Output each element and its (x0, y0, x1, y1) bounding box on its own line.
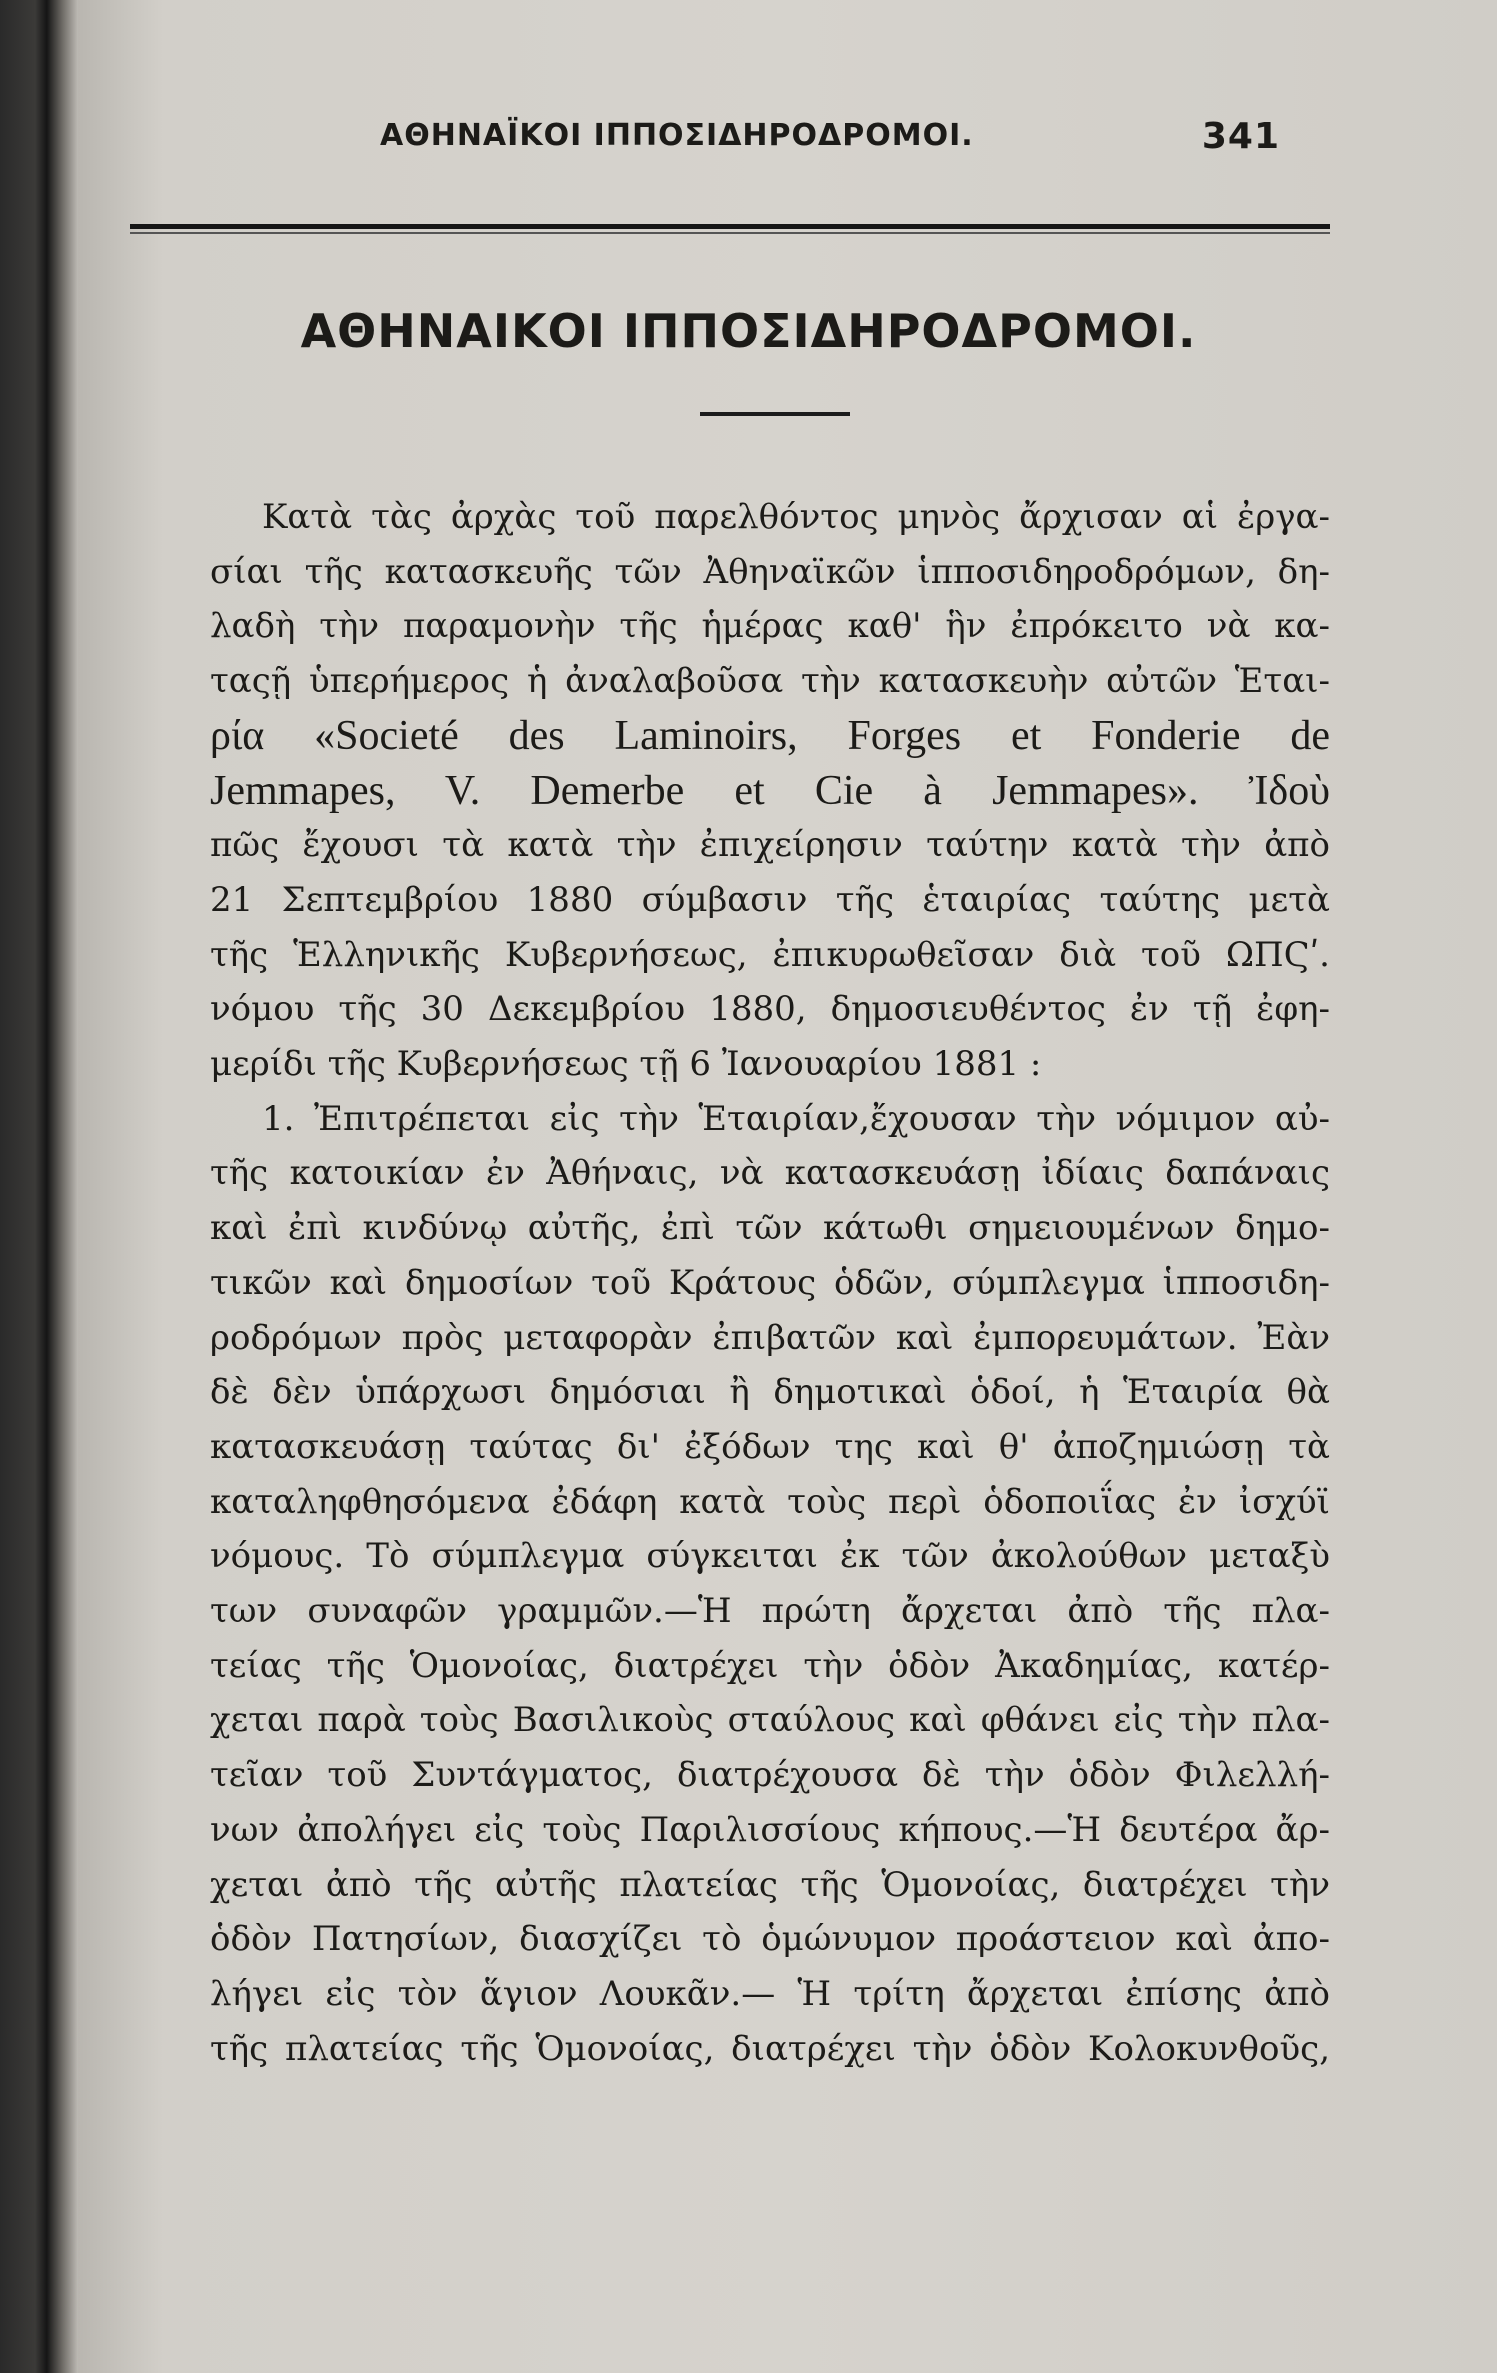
text-line: ταςῇ ὑπερήμερος ἡ ἀναλαβοῦσα τὴν κατασκευὴν αὐτῶν Ἑται- (210, 661, 1330, 702)
text-line: χεται ἀπὸ τῆς αὐτῆς πλατείας τῆς Ὁμονοίας, διατρέχει τὴν (210, 1864, 1330, 1905)
article-body (210, 490, 1330, 2076)
text-line: τῆς κατοικίαν ἐν Ἀθήναις, νὰ κατασκευάσῃ ἰδίαις δαπάναις (210, 1153, 1330, 1194)
text-line: 1. Ἐπιτρέπεται εἰς τὴν Ἑταιρίαν,ἔχουσαν τὴν νόμιμον αὐ- (262, 1098, 1330, 1139)
text-line: ρία «Societé des Laminoirs, Forges et Fonderie de (210, 712, 1330, 759)
text-line: τείας τῆς Ὁμονοίας, διατρέχει τὴν ὁδὸν Ἀκαδημίας, κατέρ- (210, 1645, 1330, 1686)
text-line: πῶς ἔχουσι τὰ κατὰ τὴν ἐπιχείρησιν ταύτην κατὰ τὴν ἀπὸ (210, 825, 1330, 866)
text-line: λαδὴ τὴν παραμονὴν τῆς ἡμέρας καθ' ἣν ἐπρόκειτο νὰ κα- (210, 606, 1330, 647)
text-line: Jemmapes, V. Demerbe et Cie à Jemmapes». Ἰδοὺ (210, 767, 1330, 814)
text-line: νων ἀπολήγει εἰς τοὺς Παριλισσίους κήπους.—Ἡ δευτέρα ἄρ- (210, 1809, 1330, 1850)
text-line: καὶ ἐπὶ κινδύνῳ αὐτῆς, ἐπὶ τῶν κάτωθι σημειουμένων δημο- (210, 1208, 1330, 1249)
header-rule-thin (130, 232, 1330, 234)
running-title: ΑΘΗΝΑΪΚΟΙ ΙΠΠΟΣΙΔΗΡΟΔΡΟΜΟΙ. (380, 118, 974, 153)
text-line: λήγει εἰς τὸν ἅγιον Λουκᾶν.— Ἡ τρίτη ἄρχεται ἐπίσης ἀπὸ (210, 1973, 1330, 2014)
text-line: καταληφθησόμενα ἐδάφη κατὰ τοὺς περὶ ὁδοποιΐας ἐν ἰσχύϊ (210, 1481, 1330, 1522)
text-line: ροδρόμων πρὸς μεταφορὰν ἐπιβατῶν καὶ ἐμπορευμάτων. Ἐὰν (210, 1317, 1330, 1358)
article-title: ΑΘΗΝΑΙΚΟΙ ΙΠΠΟΣΙΔΗΡΟΔΡΟΜΟΙ. (300, 304, 1197, 358)
text-line: χεται παρὰ τοὺς Βασιλικοὺς σταύλους καὶ φθάνει εἰς τὴν πλα- (210, 1700, 1330, 1741)
text-line: νόμους. Τὸ σύμπλεγμα σύγκειται ἐκ τῶν ἀκολούθων μεταξὺ (210, 1536, 1330, 1577)
page-number: 341 (1201, 116, 1280, 157)
text-line: ὁδὸν Πατησίων, διασχίζει τὸ ὁμώνυμον προάστειον καὶ ἀπο- (210, 1919, 1330, 1960)
text-line: 21 Σεπτεμβρίου 1880 σύμβασιν τῆς ἑταιρίας ταύτης μετὰ (210, 879, 1330, 920)
text-line: τῆς πλατείας τῆς Ὁμονοίας, διατρέχει τὴν ὁδὸν Κολοκυνθοῦς, (210, 2028, 1330, 2069)
text-line: κατασκευάσῃ ταύτας δι' ἐξόδων της καὶ θ' ἀποζημιώσῃ τὰ (210, 1426, 1330, 1467)
text-line: σίαι τῆς κατασκευῆς τῶν Ἀθηναϊκῶν ἱπποσιδηροδρόμων, δη- (210, 551, 1330, 592)
text-line: τεῖαν τοῦ Συντάγματος, διατρέχουσα δὲ τὴν ὁδὸν Φιλελλή- (210, 1755, 1330, 1796)
text-line: Κατὰ τὰς ἀρχὰς τοῦ παρελθόντος μηνὸς ἄρχισαν αἱ ἐργα- (262, 497, 1330, 537)
header-rule (130, 224, 1330, 229)
text-line: τῆς Ἑλληνικῆς Κυβερνήσεως, ἐπικυρωθεῖσαν διὰ τοῦ ΩΠϚʹ. (210, 934, 1330, 975)
text-line: μερίδι τῆς Κυβερνήσεως τῇ 6 Ἰανουαρίου 1881 : (210, 1044, 1042, 1085)
text-line: δὲ δὲν ὑπάρχωσι δημόσιαι ἢ δημοτικαὶ ὁδοί, ἡ Ἑταιρία θὰ (210, 1372, 1330, 1413)
text-line: τικῶν καὶ δημοσίων τοῦ Κράτους ὁδῶν, σύμπλεγμα ἱπποσιδη- (210, 1262, 1330, 1303)
text-line: νόμου τῆς 30 Δεκεμβρίου 1880, δημοσιευθέντος ἐν τῇ ἐφη- (210, 989, 1330, 1030)
title-divider (700, 412, 850, 416)
running-head (380, 118, 1280, 168)
text-line: των συναφῶν γραμμῶν.—Ἡ πρώτη ἄρχεται ἀπὸ τῆς πλα- (210, 1591, 1330, 1632)
